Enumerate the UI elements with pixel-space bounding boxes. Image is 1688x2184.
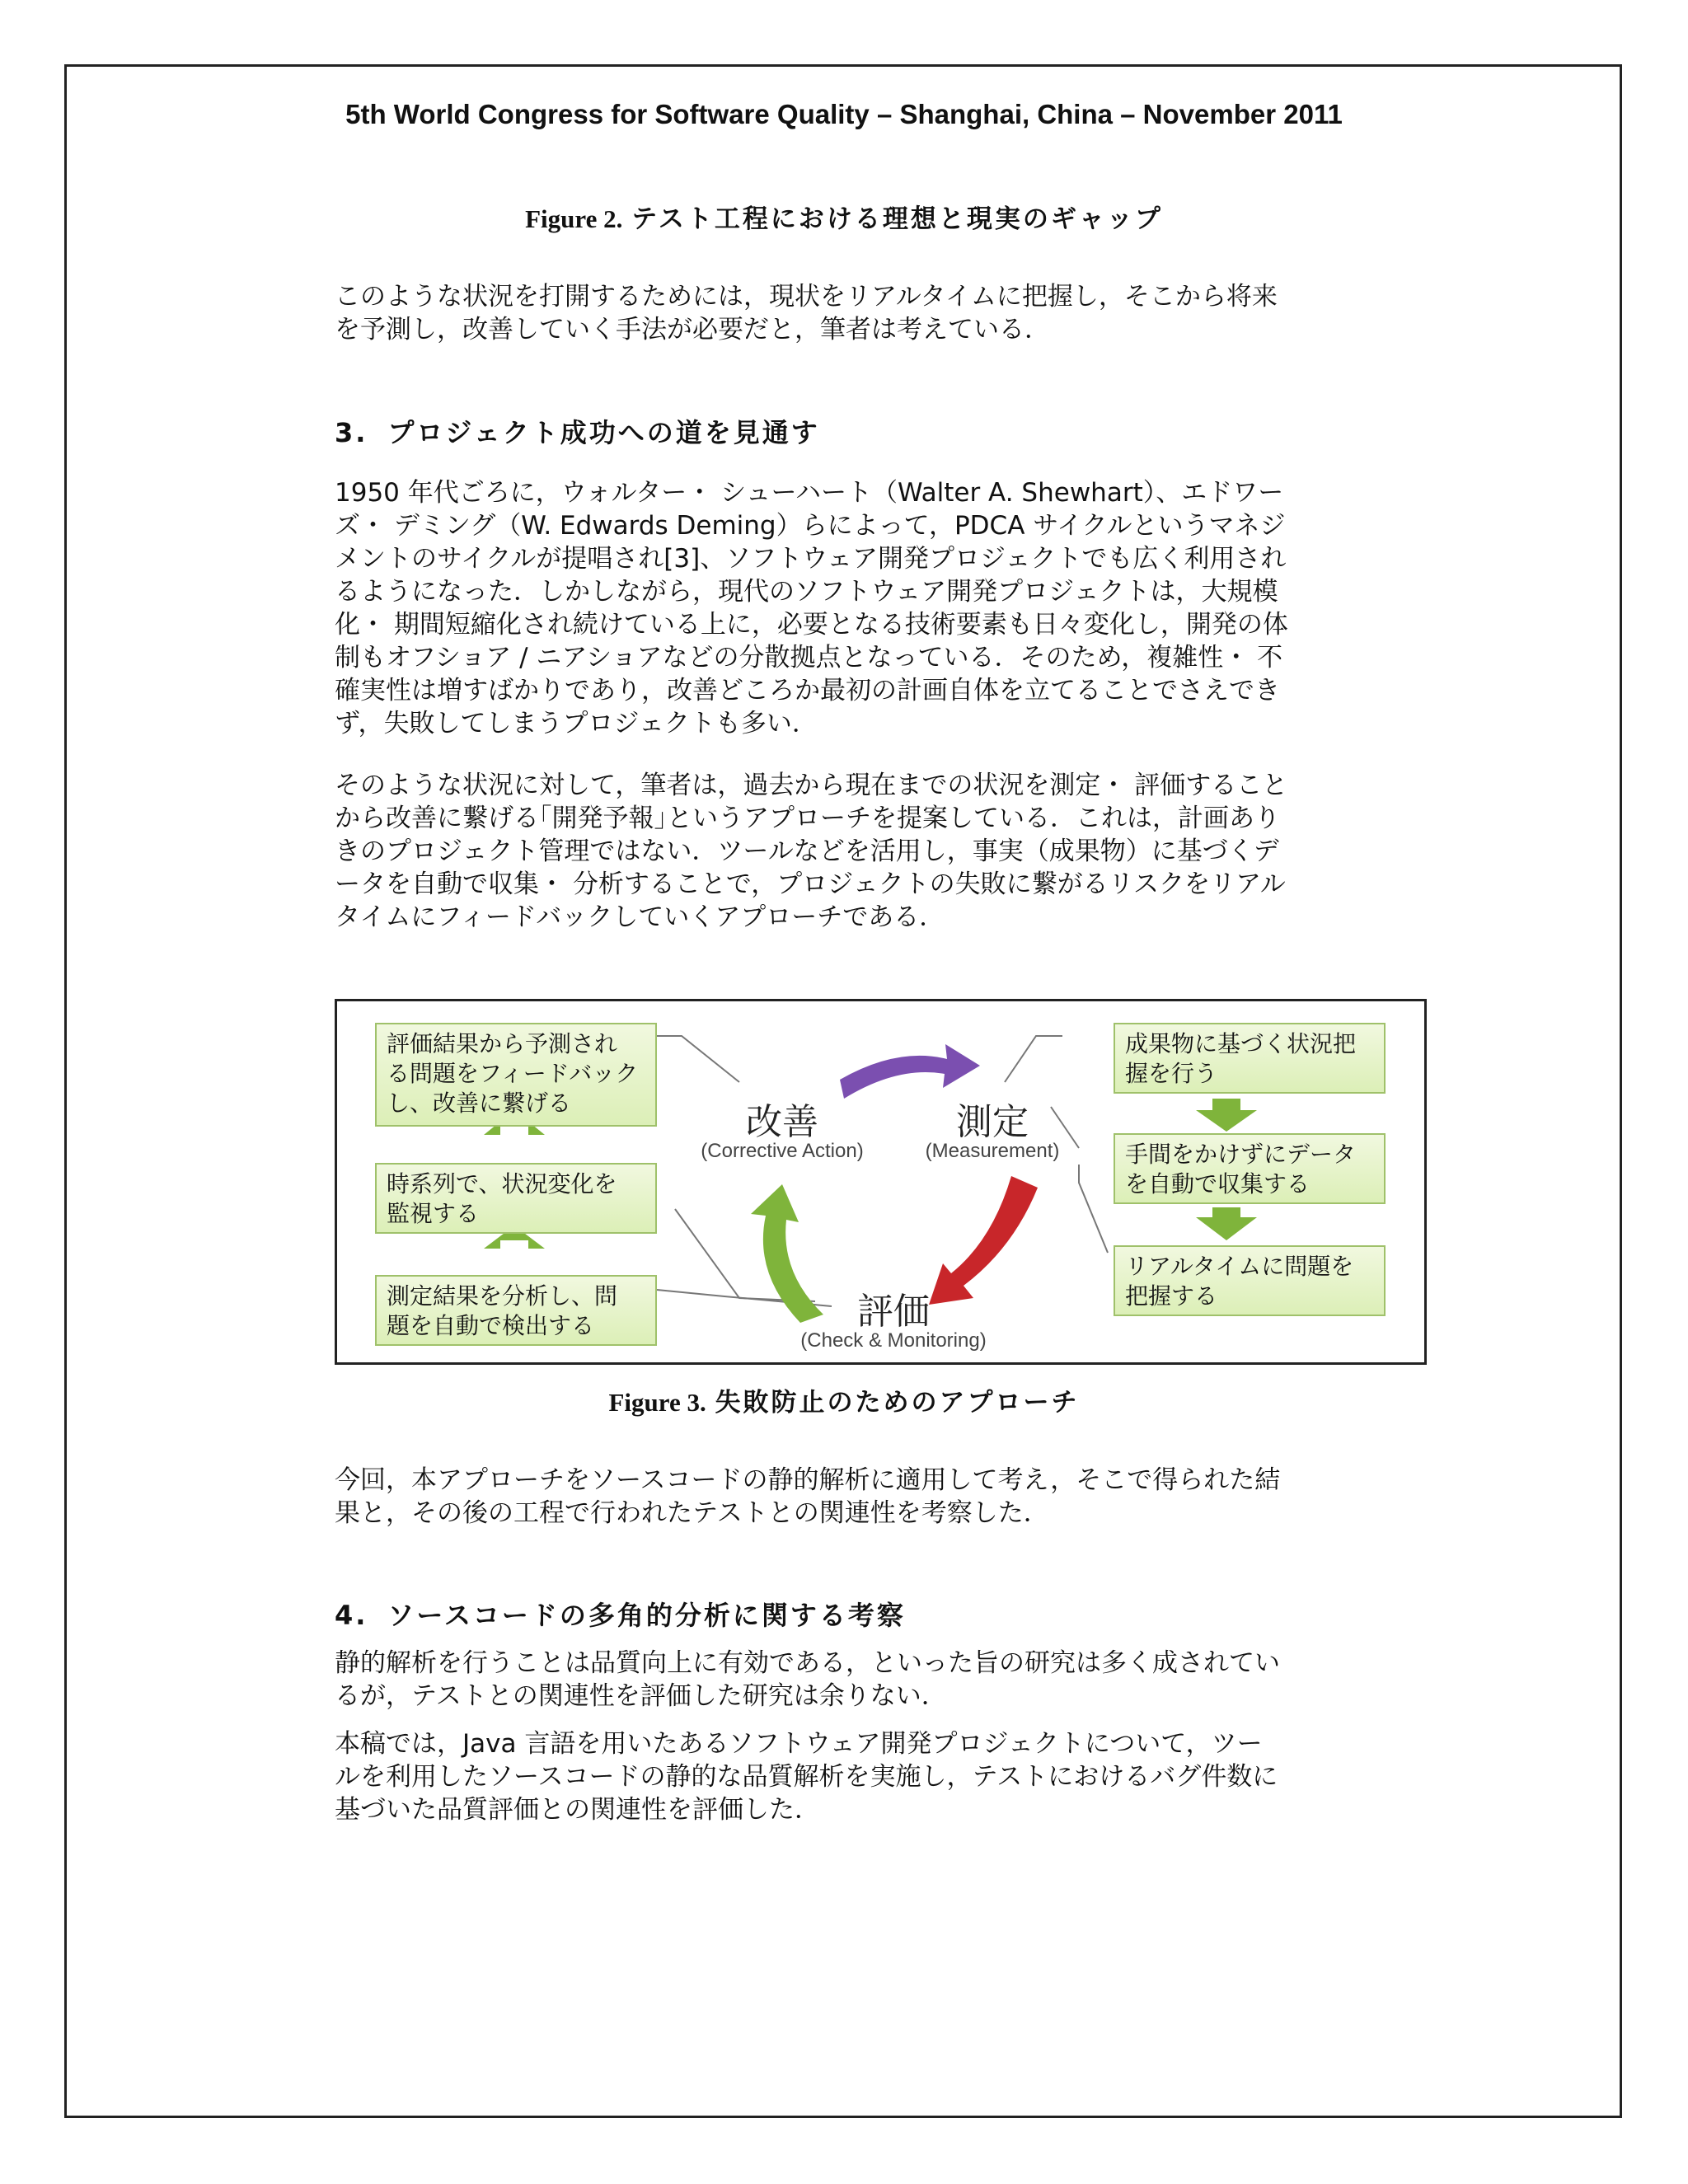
after-figure-paragraph: 今回，本アプローチをソースコードの静的解析に適用して考え，そこで得られた結 果と，その後の工程で行われたテストとの関連性を考察した．: [335, 1465, 1281, 1528]
connector-line: [657, 1036, 739, 1082]
section-3-heading: 3. プロジェクト成功への道を見通す: [335, 417, 820, 448]
figure-3-label: Figure 3.: [608, 1388, 706, 1417]
left-box-analyze: 測定結果を分析し、問 題を自動で検出する: [375, 1275, 657, 1346]
left-box-monitor: 時系列で、状況変化を 監視する: [375, 1163, 657, 1234]
measure-label: 測定: [956, 1101, 1029, 1143]
right-box-realtime: リアルタイムに問題を 把握する: [1114, 1245, 1386, 1316]
section-3-paragraph-2: そのような状況に対して，筆者は，過去から現在までの状況を測定・ 評価すること から改善に繋げる｢開発予報｣というアプローチを提案している．これは，計画あり きのプロジェクト管理ではない．ツールなどを活用し，事実（成果物）に基づくデ ータを自動で収集・ 分析することで，プロジェクトの失敗に繋がるリスクをリアル タイムにフィードバックしていくアプローチである．: [335, 771, 1288, 932]
purple-cycle-arrow: [840, 1044, 980, 1099]
figure-2-caption: [0, 198, 1688, 235]
down-arrow-icon: [1196, 1099, 1257, 1132]
connector-line: [1079, 1165, 1108, 1253]
figure-3-text: 失敗防止のためのアプローチ: [715, 1388, 1080, 1418]
measure-sublabel: (Measurement): [925, 1140, 1060, 1162]
figure-2-label: Figure 2.: [525, 204, 623, 233]
figure-3-caption: [0, 1381, 1688, 1418]
right-box-grasp-status: 成果物に基づく状況把 握を行う: [1114, 1023, 1386, 1094]
figure-3-diagram: [335, 999, 1427, 1365]
figure-2-text: テスト工程における理想と現実のギャップ: [631, 204, 1163, 234]
down-arrow-icon: [1196, 1207, 1257, 1240]
right-box-auto-collect: 手間をかけずにデータ を自動で収集する: [1114, 1133, 1386, 1204]
section-4-paragraph-2: 本稿では，Java 言語を用いたあるソフトウェア開発プロジェクトについて，ツー ルを利用したソースコードの静的な品質解析を実施し，テストにおけるバグ件数に 基づいた品質評価との関連性を評価した．: [335, 1729, 1278, 1825]
evaluate-label: 評価: [857, 1291, 930, 1333]
left-box-feedback: 評価結果から予測され る問題をフィードバック し、改善に繋げる: [375, 1023, 657, 1127]
improve-sublabel: (Corrective Action): [701, 1140, 864, 1162]
intro-paragraph: このような状況を打開するためには，現状をリアルタイムに把握し，そこから将来 を予測し，改善していく手法が必要だと，筆者は考えている．: [335, 282, 1278, 344]
section-4-paragraph-1: 静的解析を行うことは品質向上に有効である，といった旨の研究は多く成されてい るが，テストとの関連性を評価した研究は余りない．: [335, 1648, 1280, 1711]
section-3-paragraph-1: 1950 年代ごろに，ウォルター・ シューハート（Walter A. Shewhart）、エドワー ズ・ デミング（W. Edwards Deming）らによって，PDCA サイクルというマネジ メントのサイクルが提唱され[3]、ソフトウェア開発プロジェクトでも広く利用され るようになった．しかしながら，現代のソフトウェア開発プロジェクトは，大規模 化・ 期間短縮化され続けている上に，必要となる技術要素も日々変化し，開発の体 制もオフショア / ニアショアなどの分散拠点となっている．そのため，複雑性・ 不 確実性は増すばかりであり，改善どころか最初の計画自体を立てることでさえでき ず，失敗してしまうプロジェクトも多い．: [335, 478, 1288, 738]
section-4-heading: 4. ソースコードの多角的分析に関する考察: [335, 1600, 906, 1631]
conference-header: 5th World Congress for Software Quality – Shanghai, China – November 2011: [345, 99, 1343, 129]
evaluate-sublabel: (Check & Monitoring): [800, 1329, 987, 1352]
improve-label: 改善: [746, 1101, 818, 1143]
connector-line: [1005, 1036, 1062, 1082]
